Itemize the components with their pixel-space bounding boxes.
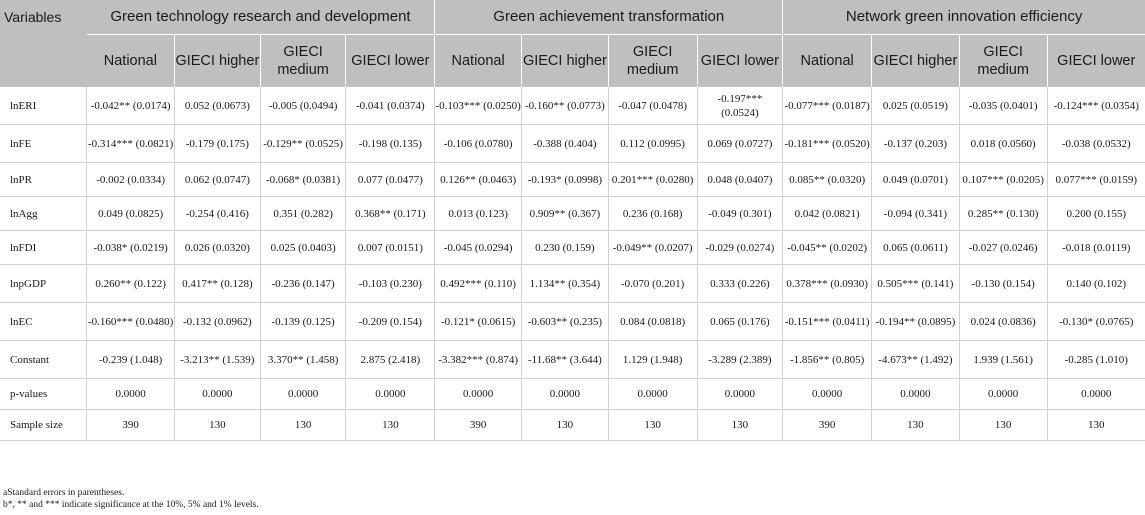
group-header: Network green innovation efficiency	[783, 0, 1145, 35]
table-row	[0, 125, 1145, 163]
table-cell: -0.029 (0.0274)	[697, 231, 783, 265]
table-cell: 3.370** (1.458)	[260, 341, 346, 379]
row-label: lnFE	[0, 125, 87, 163]
table-cell: -3.289 (2.389)	[697, 341, 783, 379]
table-cell: 130	[346, 410, 435, 441]
table-row	[0, 265, 1145, 303]
table-cell: 390	[783, 410, 872, 441]
table-cell: 0.048 (0.0407)	[697, 163, 783, 197]
table-cell: 0.140 (0.102)	[1047, 265, 1145, 303]
subcolumn-header: GIECI higher	[175, 35, 261, 88]
subcolumn-header: GIECI medium	[260, 35, 346, 88]
table-cell: 0.378*** (0.0930)	[783, 265, 872, 303]
table-cell: 0.230 (0.159)	[522, 231, 609, 265]
table-cell: 0.0000	[260, 379, 346, 410]
table-cell: 0.417** (0.128)	[175, 265, 261, 303]
table-cell: 0.085** (0.0320)	[783, 163, 872, 197]
table-cell: -0.049 (0.301)	[697, 197, 783, 231]
table-cell: 0.126** (0.0463)	[435, 163, 522, 197]
table-cell: -0.254 (0.416)	[175, 197, 261, 231]
table-cell: -0.129** (0.0525)	[260, 125, 346, 163]
table-cell: 0.0000	[522, 379, 609, 410]
table-cell: -0.027 (0.0246)	[959, 231, 1047, 265]
row-label: lnpGDP	[0, 265, 87, 303]
table-cell: 0.049 (0.0701)	[872, 163, 960, 197]
table-row	[0, 341, 1145, 379]
table-cell: -0.239 (1.048)	[87, 341, 175, 379]
table-cell: -0.077*** (0.0187)	[783, 87, 872, 125]
table-cell: 0.0000	[783, 379, 872, 410]
table-cell: 130	[697, 410, 783, 441]
row-label: Sample size	[0, 410, 87, 441]
table-cell: 0.909** (0.367)	[522, 197, 609, 231]
subcolumn-header: GIECI medium	[959, 35, 1047, 88]
table-cell: 0.0000	[87, 379, 175, 410]
table-cell: -0.198 (0.135)	[346, 125, 435, 163]
table-cell: 0.112 (0.0995)	[608, 125, 697, 163]
table-row	[0, 410, 1145, 441]
table-cell: -0.041 (0.0374)	[346, 87, 435, 125]
table-cell: 0.024 (0.0836)	[959, 303, 1047, 341]
table-cell: 0.351 (0.282)	[260, 197, 346, 231]
table-cell: -4.673** (1.492)	[872, 341, 960, 379]
table-cell: -0.124*** (0.0354)	[1047, 87, 1145, 125]
table-cell: 0.236 (0.168)	[608, 197, 697, 231]
table-cell: -0.042** (0.0174)	[87, 87, 175, 125]
table-cell: -0.181*** (0.0520)	[783, 125, 872, 163]
table-row	[0, 379, 1145, 410]
table-cell: 1.129 (1.948)	[608, 341, 697, 379]
row-label: lnAgg	[0, 197, 87, 231]
table-cell: -0.038 (0.0532)	[1047, 125, 1145, 163]
table-cell: 130	[1047, 410, 1145, 441]
table-cell: 0.0000	[872, 379, 960, 410]
table-cell: 0.025 (0.0403)	[260, 231, 346, 265]
group-header: Green achievement transformation	[435, 0, 783, 35]
table-cell: -0.197*** (0.0524)	[697, 87, 783, 125]
table-cell: -0.047 (0.0478)	[608, 87, 697, 125]
row-label: Constant	[0, 341, 87, 379]
table-cell: 0.0000	[1047, 379, 1145, 410]
table-cell: 0.0000	[608, 379, 697, 410]
table-cell: 0.107*** (0.0205)	[959, 163, 1047, 197]
table-cell: 0.052 (0.0673)	[175, 87, 261, 125]
table-cell: -0.049** (0.0207)	[608, 231, 697, 265]
table-cell: 0.285** (0.130)	[959, 197, 1047, 231]
table-cell: -0.070 (0.201)	[608, 265, 697, 303]
table-cell: -0.194** (0.0895)	[872, 303, 960, 341]
table-cell: 0.007 (0.0151)	[346, 231, 435, 265]
table-cell: 0.025 (0.0519)	[872, 87, 960, 125]
table-cell: 0.042 (0.0821)	[783, 197, 872, 231]
table-cell: -0.603** (0.235)	[522, 303, 609, 341]
table-cell: 0.0000	[697, 379, 783, 410]
table-cell: 0.069 (0.0727)	[697, 125, 783, 163]
table-cell: -0.388 (0.404)	[522, 125, 609, 163]
table-cell: 2.875 (2.418)	[346, 341, 435, 379]
table-cell: 0.077 (0.0477)	[346, 163, 435, 197]
table-cell: 130	[260, 410, 346, 441]
row-label: lnFDI	[0, 231, 87, 265]
table-cell: -0.094 (0.341)	[872, 197, 960, 231]
table-cell: 130	[608, 410, 697, 441]
table-cell: -0.151*** (0.0411)	[783, 303, 872, 341]
table-cell: 0.260** (0.122)	[87, 265, 175, 303]
table-cell: -0.103 (0.230)	[346, 265, 435, 303]
table-cell: -0.130 (0.154)	[959, 265, 1047, 303]
table-cell: 390	[435, 410, 522, 441]
table-cell: -0.002 (0.0334)	[87, 163, 175, 197]
table-row	[0, 87, 1145, 125]
table-cell: -0.121* (0.0615)	[435, 303, 522, 341]
table-cell: -0.068* (0.0381)	[260, 163, 346, 197]
table-cell: -0.179 (0.175)	[175, 125, 261, 163]
subcolumn-header: GIECI lower	[346, 35, 435, 88]
table-cell: 0.049 (0.0825)	[87, 197, 175, 231]
table-cell: -0.035 (0.0401)	[959, 87, 1047, 125]
table-cell: -0.045** (0.0202)	[783, 231, 872, 265]
table-cell: 0.0000	[346, 379, 435, 410]
table-cell: 0.201*** (0.0280)	[608, 163, 697, 197]
row-label: lnERI	[0, 87, 87, 125]
table-cell: 0.333 (0.226)	[697, 265, 783, 303]
subcolumn-header: National	[435, 35, 522, 88]
row-label: lnEC	[0, 303, 87, 341]
table-cell: 0.018 (0.0560)	[959, 125, 1047, 163]
table-cell: 130	[872, 410, 960, 441]
table-cell: 1.134** (0.354)	[522, 265, 609, 303]
table-cell: 0.0000	[435, 379, 522, 410]
subcolumn-header: National	[87, 35, 175, 88]
table-cell: 0.077*** (0.0159)	[1047, 163, 1145, 197]
subcolumn-header: GIECI higher	[872, 35, 960, 88]
subcolumn-header: GIECI higher	[522, 35, 609, 88]
table-cell: 0.200 (0.155)	[1047, 197, 1145, 231]
table-cell: -1.856** (0.805)	[783, 341, 872, 379]
table-cell: -11.68** (3.644)	[522, 341, 609, 379]
table-cell: 0.368** (0.171)	[346, 197, 435, 231]
group-header: Green technology research and development	[87, 0, 435, 35]
row-label: p-values	[0, 379, 87, 410]
table-cell: 390	[87, 410, 175, 441]
row-label: lnPR	[0, 163, 87, 197]
table-cell: -0.005 (0.0494)	[260, 87, 346, 125]
table-cell: -3.213** (1.539)	[175, 341, 261, 379]
table-cell: 0.013 (0.123)	[435, 197, 522, 231]
table-row	[0, 163, 1145, 197]
subcolumn-header: GIECI lower	[1047, 35, 1145, 88]
table-cell: 1.939 (1.561)	[959, 341, 1047, 379]
table-cell: -0.106 (0.0780)	[435, 125, 522, 163]
table-cell: 0.492*** (0.110)	[435, 265, 522, 303]
table-cell: 0.062 (0.0747)	[175, 163, 261, 197]
table-cell: -3.382*** (0.874)	[435, 341, 522, 379]
footnote: aStandard errors in parentheses.	[3, 488, 125, 498]
subcolumn-header-row	[0, 35, 1145, 88]
table-row	[0, 303, 1145, 341]
footnote: b*, ** and *** indicate significance at the 10%, 5% and 1% levels.	[3, 500, 259, 510]
table-cell: -0.018 (0.0119)	[1047, 231, 1145, 265]
table-cell: 0.0000	[175, 379, 261, 410]
table-cell: -0.314*** (0.0821)	[87, 125, 175, 163]
group-header-row	[0, 0, 1145, 35]
table-cell: 0.084 (0.0818)	[608, 303, 697, 341]
table-cell: -0.160*** (0.0480)	[87, 303, 175, 341]
table-cell: 0.026 (0.0320)	[175, 231, 261, 265]
table-cell: -0.285 (1.010)	[1047, 341, 1145, 379]
table-cell: -0.130* (0.0765)	[1047, 303, 1145, 341]
table-cell: -0.132 (0.0962)	[175, 303, 261, 341]
corner-label: Variables	[0, 0, 87, 87]
table-cell: -0.160** (0.0773)	[522, 87, 609, 125]
table-cell: 0.505*** (0.141)	[872, 265, 960, 303]
table-notes	[3, 487, 259, 511]
table-cell: -0.209 (0.154)	[346, 303, 435, 341]
subcolumn-header: GIECI medium	[608, 35, 697, 88]
table-cell: 0.065 (0.176)	[697, 303, 783, 341]
table-cell: -0.137 (0.203)	[872, 125, 960, 163]
subcolumn-header: GIECI lower	[697, 35, 783, 88]
table-cell: -0.103*** (0.0250)	[435, 87, 522, 125]
subcolumn-header: National	[783, 35, 872, 88]
table-cell: 130	[175, 410, 261, 441]
table-cell: -0.038* (0.0219)	[87, 231, 175, 265]
table-cell: -0.045 (0.0294)	[435, 231, 522, 265]
table-cell: 0.065 (0.0611)	[872, 231, 960, 265]
table-cell: 0.0000	[959, 379, 1047, 410]
table-cell: 130	[959, 410, 1047, 441]
table-row	[0, 231, 1145, 265]
table-cell: -0.193* (0.0998)	[522, 163, 609, 197]
table-row	[0, 197, 1145, 231]
table-cell: 130	[522, 410, 609, 441]
table-cell: -0.236 (0.147)	[260, 265, 346, 303]
table-cell: -0.139 (0.125)	[260, 303, 346, 341]
